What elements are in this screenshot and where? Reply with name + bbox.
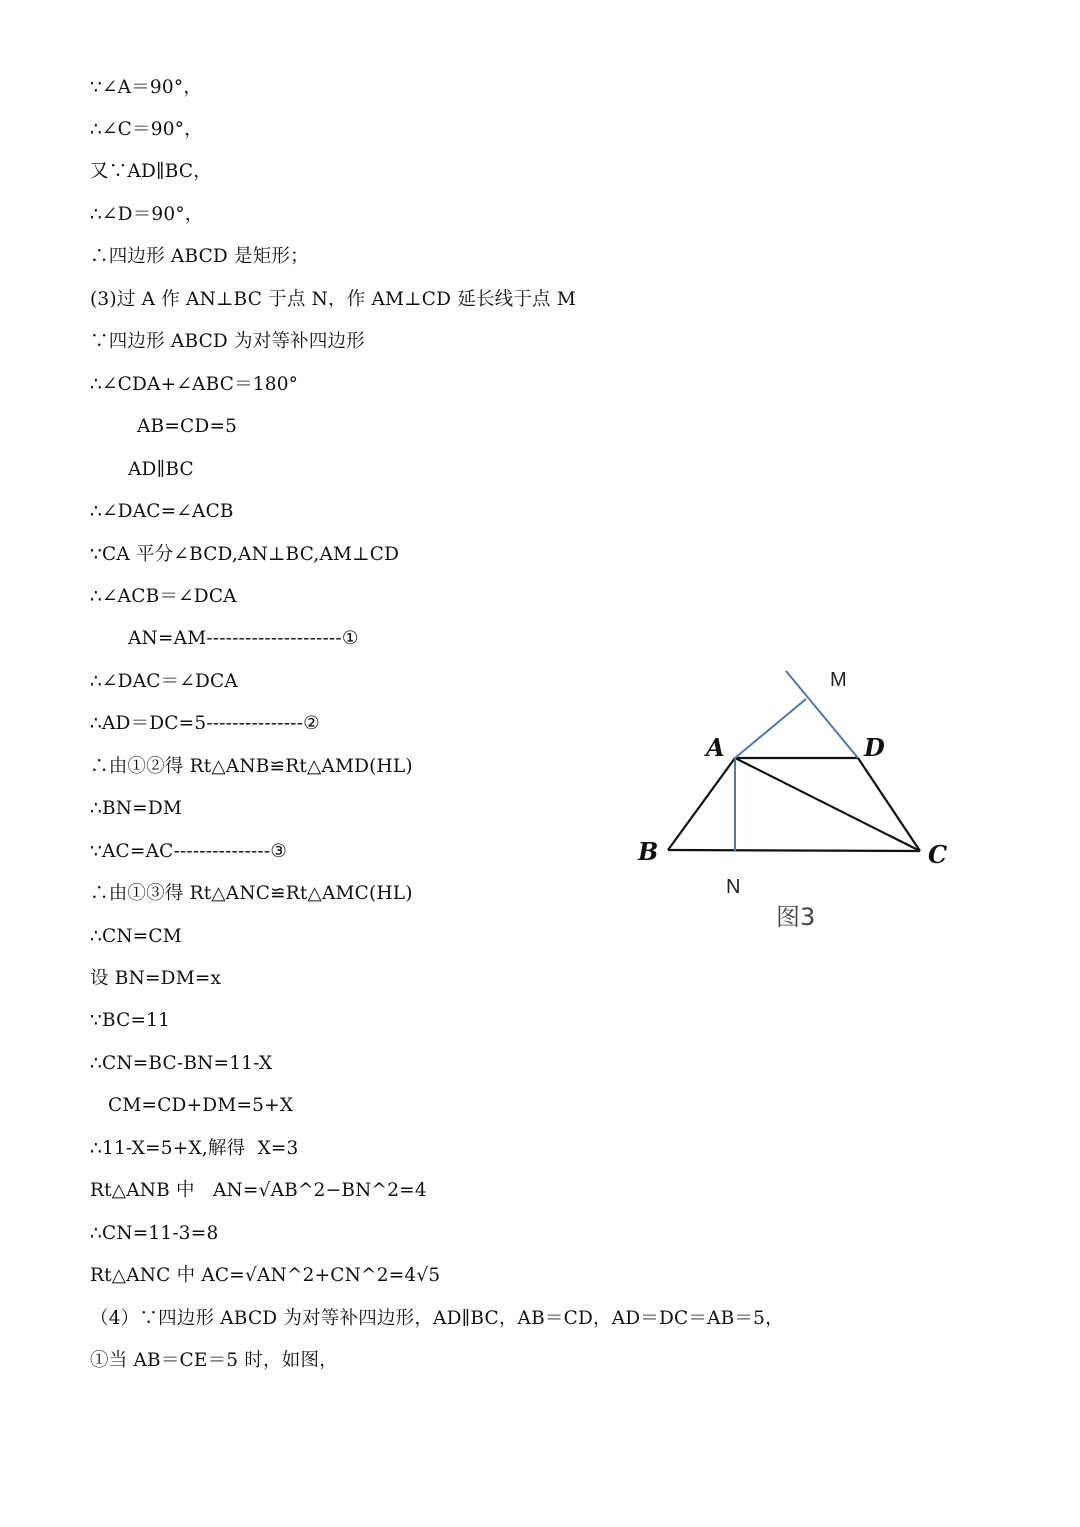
geometry-figure <box>628 660 968 940</box>
label-a: A <box>706 733 725 762</box>
text-line: ∴由①②得 Rt△ANB≌Rt△AMD(HL) <box>90 756 413 777</box>
text-line: ①当 AB＝CE＝5 时，如图， <box>90 1350 338 1371</box>
text-line: ∴11-X=5+X,解得 X=3 <box>90 1138 299 1159</box>
label-m: M <box>830 669 847 691</box>
text-line: ∴BN=DM <box>90 798 183 819</box>
segment-ab <box>668 758 735 850</box>
text-line: ∴CN=BC-BN=11-X <box>90 1053 273 1074</box>
figure-caption: 图3 <box>776 903 816 931</box>
text-line: ∴∠CDA+∠ABC＝180° <box>90 374 299 395</box>
text-line: CM=CD+DM=5+X <box>108 1095 294 1116</box>
label-d: D <box>864 733 885 762</box>
text-line: ∵BC=11 <box>90 1010 171 1031</box>
text-line: ∴CN=11-3=8 <box>90 1223 219 1244</box>
text-line: ∵CA 平分∠BCD,AN⊥BC,AM⊥CD <box>90 544 400 565</box>
figure-svg <box>628 660 968 940</box>
text-line: （4）∵四边形 ABCD 为对等补四边形，AD∥BC，AB＝CD，AD＝DC＝AB＝5， <box>90 1308 784 1329</box>
label-b: B <box>638 837 659 866</box>
label-c: C <box>928 840 948 869</box>
text-line: ∴∠D＝90°， <box>90 204 204 225</box>
text-line: Rt△ANC 中 AC=√AN^2+CN^2=4√5 <box>90 1265 441 1286</box>
text-line: ∴CN=CM <box>90 926 182 947</box>
text-line: Rt△ANB 中 AN=√AB^2−BN^2=4 <box>90 1180 427 1201</box>
segment-am <box>735 699 806 758</box>
text-line: (3)过 A 作 AN⊥BC 于点 N，作 AM⊥CD 延长线于点 M <box>90 289 576 310</box>
segment-dm-extension <box>786 671 858 758</box>
text-line: ∴∠DAC=∠ACB <box>90 501 234 522</box>
text-line: ∴四边形 ABCD 是矩形； <box>90 246 309 267</box>
segment-dc <box>858 758 920 851</box>
segment-bc <box>668 850 920 851</box>
text-line: AN=AM---------------------① <box>128 628 359 649</box>
text-line: 又∵AD∥BC， <box>90 161 212 182</box>
text-line: AB=CD=5 <box>137 416 238 437</box>
text-line: ∴∠C＝90°， <box>90 119 203 140</box>
label-n: N <box>726 876 741 898</box>
text-line: ∴AD＝DC=5---------------② <box>90 713 320 734</box>
text-line: ∴由①③得 Rt△ANC≌Rt△AMC(HL) <box>90 883 413 904</box>
text-line: ∵AC=AC---------------③ <box>90 841 288 862</box>
segment-ac <box>735 758 920 851</box>
text-line: ∵∠A＝90°， <box>90 77 203 98</box>
text-line: 设 BN=DM=x <box>90 968 222 989</box>
text-line: ∵四边形 ABCD 为对等补四边形 <box>90 331 365 352</box>
text-line: ∴∠DAC＝∠DCA <box>90 671 238 692</box>
text-line: ∴∠ACB＝∠DCA <box>90 586 237 607</box>
text-line: AD∥BC <box>128 459 194 480</box>
